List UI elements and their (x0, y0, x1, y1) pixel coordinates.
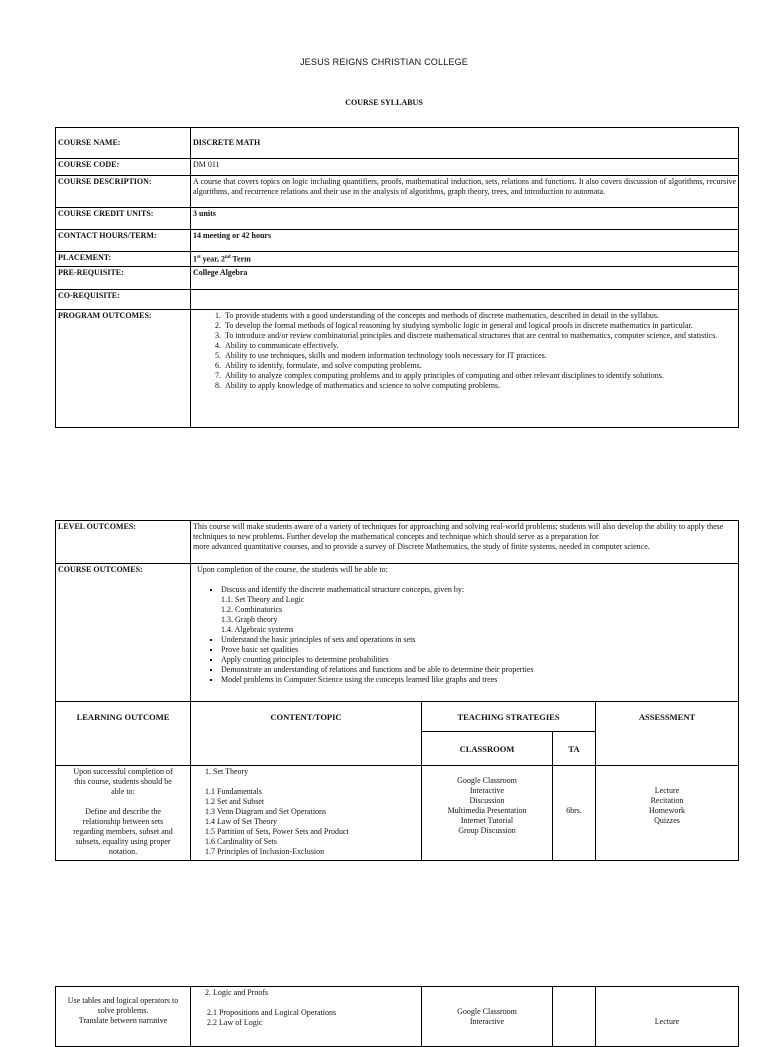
row1-classroom-item: Interactive (469, 786, 505, 795)
program-outcome-item: 4. Ability to communicate effectively. (223, 341, 736, 351)
level-outcomes-value (191, 521, 739, 564)
program-outcome-item: 5. Ability to use techniques, skills and modern information technology tools necessary for IT practices. (223, 351, 736, 361)
program-outcomes-label: PROGRAM OUTCOMES: (56, 309, 191, 427)
course-outcomes-list (193, 585, 736, 685)
outcomes-table (55, 520, 739, 702)
course-code-label: COURSE CODE: (56, 159, 191, 176)
row2-learning-line: solve problems. (97, 1006, 149, 1015)
course-outcome-sub-item: 1.2. Combinatorics (221, 605, 283, 614)
row1-topic-item: 1.7 Principles of Inclusion-Exclusion (205, 847, 325, 856)
program-outcome-item: 2. To develop the formal methods of logical reasoning by studying symbolic logic in general and logical proofs in discrete mathematics in particular. (223, 321, 736, 331)
credit-units-value: 3 units (191, 208, 739, 230)
row1-content-topic (191, 766, 422, 861)
row1-topic-item: 1.4 Law of Set Theory (205, 817, 278, 826)
row1-topic-item: 1.2 Set and Subset (205, 797, 265, 806)
row2-learning-line: Translate between narrative (78, 1016, 168, 1025)
placement-term-number: 2 (221, 254, 225, 264)
row2-topic-heading: 2. Logic and Proofs (205, 988, 269, 997)
row1-classroom-item: Discussion (469, 796, 505, 805)
row1-assessment-item: Recitation (650, 796, 684, 805)
course-description-value: A course that covers topics on logic including quantifiers, proofs, mathematical induction, sets, relations and functions. It also covers discussion of algorithms, recursive algorithms, and recurrence relations and their use in the analysis of algorithms, graph theory, trees, and introduction to automata. (191, 176, 739, 208)
row2-classroom (422, 987, 553, 1047)
placement-term-suffix: nd (225, 255, 231, 260)
course-outcome-sub-item: 1.1. Set Theory and Logic (221, 595, 305, 604)
placement-year-word: year, (202, 254, 219, 264)
course-outcomes-value (191, 564, 739, 702)
course-name-label: COURSE NAME: (56, 128, 191, 159)
course-outcomes-label: COURSE OUTCOMES: (56, 564, 191, 702)
corequisite-value (191, 289, 739, 309)
level-outcomes-label: LEVEL OUTCOMES: (56, 521, 191, 564)
prerequisite-value: College Algebra (191, 266, 739, 289)
row1-ta: 6hrs. (553, 766, 596, 861)
placement-label: PLACEMENT: (56, 252, 191, 267)
row1-learning-line: notation. (108, 847, 138, 856)
row1-learning-line: Upon successful completion of (73, 767, 173, 776)
prerequisite-label: PRE-REQUISITE: (56, 266, 191, 289)
course-outcome-item: ▪ Demonstrate an understanding of relations and functions and be able to determine their properties (221, 665, 736, 675)
course-outcome-item: ▪ Model problems in Computer Science using the concepts learned like graphs and trees (221, 675, 736, 685)
row1-assessment-item: Homework (649, 806, 686, 815)
row1-learning-line: subsets, equality using proper (75, 837, 171, 846)
course-outcome-item: ▪ Prove basic set qualities (221, 645, 736, 655)
program-outcome-item: 1. To provide students with a good understanding of the concepts and methods of discrete mathematics, described in detail in the syllabus. (223, 311, 736, 321)
row1-assessment-item: Quizzes (654, 816, 680, 825)
corequisite-label: CO-REQUISITE: (56, 289, 191, 309)
course-outcome-text: Discuss and identify the discrete mathematical structure concepts, given by: (221, 585, 465, 594)
course-description-label: COURSE DESCRIPTION: (56, 176, 191, 208)
placement-term-word: Term (232, 254, 251, 264)
course-info-table (55, 127, 739, 428)
row2-classroom-item: Interactive (469, 1017, 505, 1026)
program-outcomes-list (193, 311, 736, 391)
header-content-topic: CONTENT/TOPIC (191, 702, 422, 766)
row1-topic-item: 1.1 Fundamentals (205, 787, 262, 796)
course-outcome-item: ▪ Apply counting principles to determine probabilities (221, 655, 736, 665)
college-name: JESUS REIGNS CHRISTIAN COLLEGE (299, 57, 469, 67)
syllabus-title: COURSE SYLLABUS (345, 98, 423, 107)
row2-ta (553, 987, 596, 1047)
row1-learning-line: able to: (111, 787, 135, 796)
row2-content-topic (191, 987, 422, 1047)
course-outcome-item: ▪ Understand the basic principles of sets and operations in sets (221, 635, 736, 645)
row1-learning-line: this course, students should be (74, 777, 172, 786)
credit-units-label: COURSE CREDIT UNITS: (56, 208, 191, 230)
course-outcomes-intro: Upon completion of the course, the students will be able to: (197, 565, 388, 574)
row1-topic-item: 1.6 Cardinality of Sets (205, 837, 277, 846)
learning-grid-table (55, 701, 739, 861)
row1-classroom-item: Internet Tutorial (460, 816, 514, 825)
header-classroom: CLASSROOM (422, 732, 553, 766)
placement-value (191, 252, 739, 267)
header-assessment: ASSESSMENT (596, 702, 739, 766)
placement-year-number: 1 (193, 254, 197, 264)
row1-topic-item: 1.5 Partition of Sets, Power Sets and Product (205, 827, 349, 836)
row1-learning-outcome (56, 766, 191, 861)
row1-classroom (422, 766, 553, 861)
row1-assessment (596, 766, 739, 861)
course-outcome-item (221, 585, 736, 635)
level-outcomes-text-2: more advanced quantitative courses, and to provide a survey of Discrete Mathematics, the study of finite systems, needed in computer science. (193, 542, 650, 551)
level-outcomes-text-1: This course will make students aware of a variety of techniques for approaching and solving real-world problems; students will also develop the ability to apply these techniques to new problems. Further develop the mathematical concepts and technique which should serve as a preparation for (193, 522, 724, 541)
row1-topic-item: 1.3 Venn Diagram and Set Operations (205, 807, 327, 816)
row1-classroom-item: Group Discussion (458, 826, 516, 835)
row2-learning-line: Use tables and logical operators to (67, 996, 179, 1005)
program-outcomes-value (191, 309, 739, 427)
header-teaching-strategies: TEACHING STRATEGIES (422, 702, 596, 732)
header-ta: TA (553, 732, 596, 766)
program-outcome-item: 6. Ability to identify, formulate, and solve computing problems. (223, 361, 736, 371)
row1-learning-line: relationship between sets (82, 817, 164, 826)
header-learning-outcome: LEARNING OUTCOME (56, 702, 191, 766)
row2-classroom-item: Google Classroom (457, 1007, 517, 1016)
learning-grid-continued (55, 986, 739, 1047)
row1-classroom-item: Google Classroom (457, 776, 517, 785)
course-outcome-sub-item: 1.4. Algebraic systems (221, 625, 294, 634)
row2-assessment-item: Lecture (654, 1017, 680, 1026)
placement-year-suffix: st (197, 255, 201, 260)
course-name-value: DISCRETE MATH (191, 128, 739, 159)
program-outcome-item: 8. Ability to apply knowledge of mathematics and science to solve computing problems. (223, 381, 736, 391)
course-outcome-sub-item: 1.3. Graph theory (221, 615, 278, 624)
row2-learning-outcome (56, 987, 191, 1047)
contact-hours-value: 14 meeting or 42 hours (191, 230, 739, 252)
row2-assessment (596, 987, 739, 1047)
row1-classroom-item: Multimedia Presentation (447, 806, 527, 815)
program-outcome-item: 7. Ability to analyze complex computing problems and to apply principles of computing and other relevant disciplines to identify solutions. (223, 371, 736, 381)
course-code-value: DM 011 (191, 159, 739, 176)
row1-assessment-item: Lecture (654, 786, 680, 795)
contact-hours-label: CONTACT HOURS/TERM: (56, 230, 191, 252)
row2-topic-item: 2.2 Law of Logic (207, 1018, 263, 1027)
program-outcome-item: 3. To introduce and/or review combinatorial principles and discrete mathematical structures that are central to mathematics, computer science, and statistics. (223, 331, 736, 341)
row1-topic-heading: 1. Set Theory (205, 767, 249, 776)
row2-topic-item: 2.1 Propositions and Logical Operations (207, 1008, 337, 1017)
row1-learning-line: regarding members, subset and (73, 827, 173, 836)
row1-learning-line: Define and describe the (85, 807, 161, 816)
